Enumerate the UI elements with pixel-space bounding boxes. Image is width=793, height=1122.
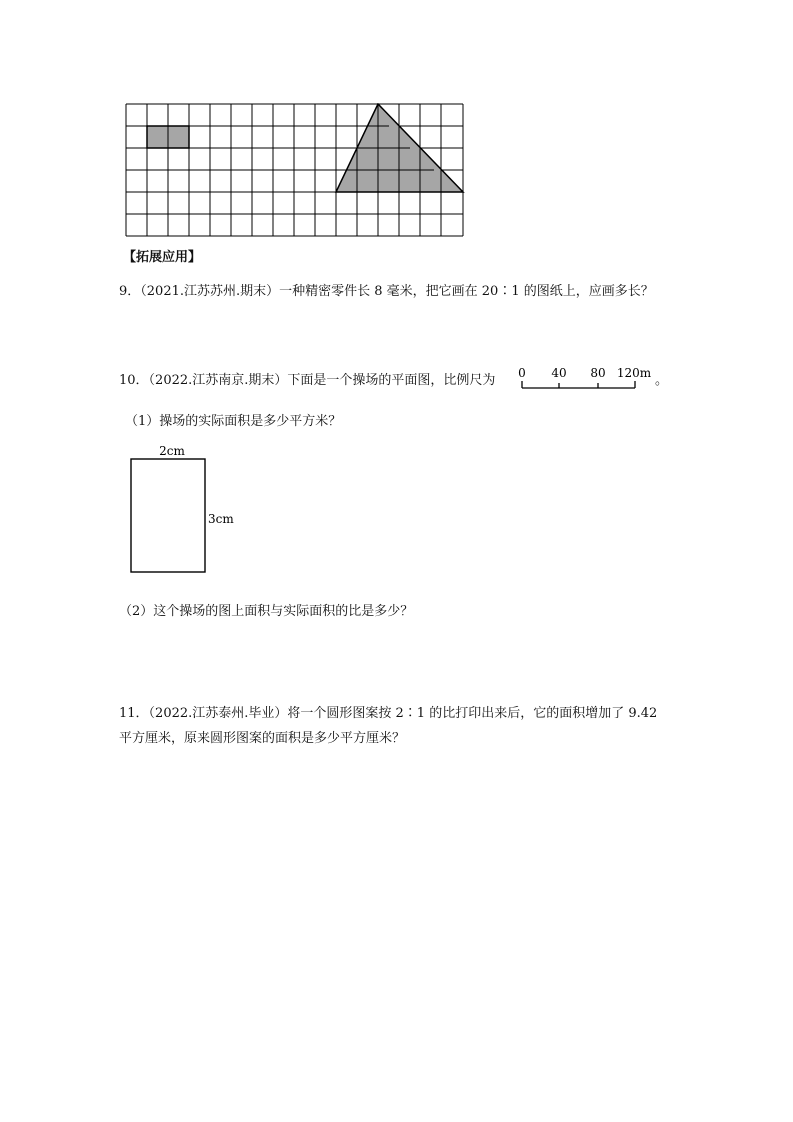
question-10-part-1: （1）操场的实际面积是多少平方米？: [125, 414, 342, 429]
section-title: 【拓展应用】: [123, 250, 202, 265]
rect-height-label: 3cm: [208, 512, 234, 526]
grid-figure: [125, 103, 467, 239]
question-10-part-2: （2）这个操场的图上面积与实际面积的比是多少？: [119, 604, 414, 619]
rectangle-shape: [131, 459, 205, 572]
rect-width-label: 2cm: [159, 444, 185, 458]
scale-tick-label: 120m: [616, 366, 652, 380]
question-11-line-2: 平方厘米，原来圆形图案的面积是多少平方厘米？: [119, 731, 406, 746]
question-10-prefix: 10．（2022.江苏南京.期末）下面是一个操场的平面图，比例尺为: [119, 373, 496, 388]
question-9: 9．（2021.江苏苏州.期末）一种精密零件长 8 毫米，把它画在 20∶1 的图纸上，应画多长？: [119, 284, 654, 299]
scale-bar: [516, 364, 654, 394]
scale-tick-label: 40: [551, 366, 567, 380]
question-11-line-1: 11．（2022.江苏泰州.毕业）将一个圆形图案按 2∶1 的比打印出来后，它的面积增加了 9.42: [119, 706, 658, 721]
scale-tick-label: 0: [518, 366, 526, 380]
question-10-suffix: 。: [655, 373, 669, 388]
playground-rectangle: [125, 443, 255, 583]
scale-tick-label: 80: [590, 366, 606, 380]
